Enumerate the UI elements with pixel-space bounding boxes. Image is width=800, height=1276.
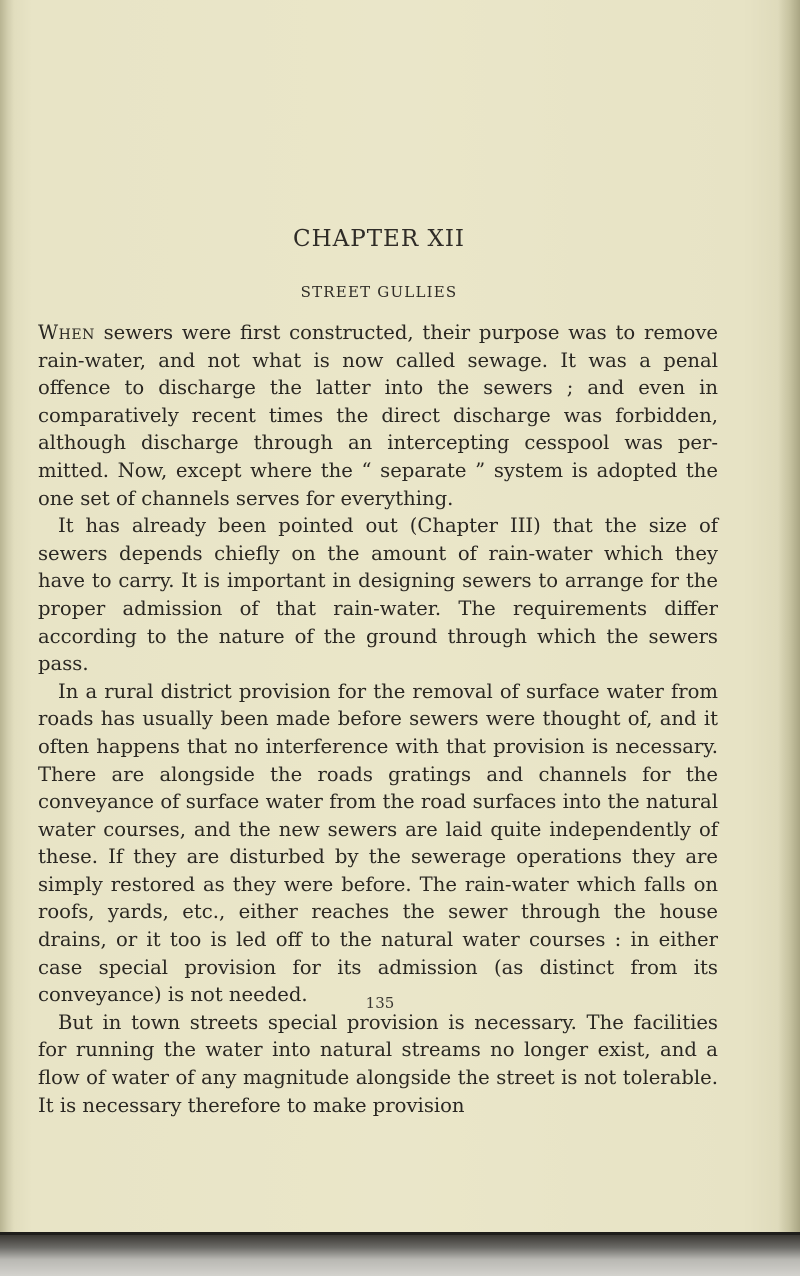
page-right-shadow bbox=[778, 0, 800, 1276]
page-number-text: 135 bbox=[365, 994, 395, 1012]
page-number bbox=[0, 994, 760, 1012]
chapter-heading-text: CHAPTER XII bbox=[292, 226, 466, 252]
chapter-subtitle bbox=[0, 283, 700, 301]
paragraph-1 bbox=[38, 319, 718, 512]
scanner-background-strip bbox=[0, 1235, 800, 1276]
paragraph-4: But in town streets special provision is necessary. The facilities for running the water into natural streams no longer exist, and a flow of water of any magnitude alongside the street is not tolerable. It is necessary therefore to make provision bbox=[38, 1010, 718, 1117]
page-left-shadow bbox=[0, 0, 14, 1276]
lead-word: When bbox=[38, 321, 95, 344]
chapter-heading bbox=[0, 226, 700, 252]
paragraph-3: In a rural district provision for the removal of surface water from roads has usually been made before sewers were thought of, and it often happens that no interference with that provision is necessary. There are alongside the roads gratings and channels for the conveyance of surface water from the road surfaces into the natural water courses, and the new sewers are laid quite independently of these. If they are disturbed by the sewerage operations they are simply restored as they were before. The rain-water which falls on roofs, yards, etc., either reaches the sewer through the house drains, or it too is led off to the natural water courses : in either case special provision for its admission (as distinct from its conveyance) is not needed. bbox=[38, 679, 718, 1007]
chapter-subtitle-text: STREET GULLIES bbox=[300, 283, 458, 301]
paragraph-1-text: sewers were first constructed, their purpose was to remove rain-water, and not what is now called sewage. It was a penal offence to discharge the latter into the sewers ; and even in comparatively recent times the direct discharge was forbidden, although discharge through an intercepting cesspool was per-mitted. Now, except where the “ separate ” system is adopted the one set of channels serves for everything. bbox=[38, 321, 718, 510]
paragraph-2: It has already been pointed out (Chapter III) that the size of sewers depends chiefly on the amount of rain-water which they have to carry. It is important in designing sewers to arrange for the proper admission of that rain-water. The requirements differ according to the nature of the ground through which the sewers pass. bbox=[38, 514, 718, 676]
